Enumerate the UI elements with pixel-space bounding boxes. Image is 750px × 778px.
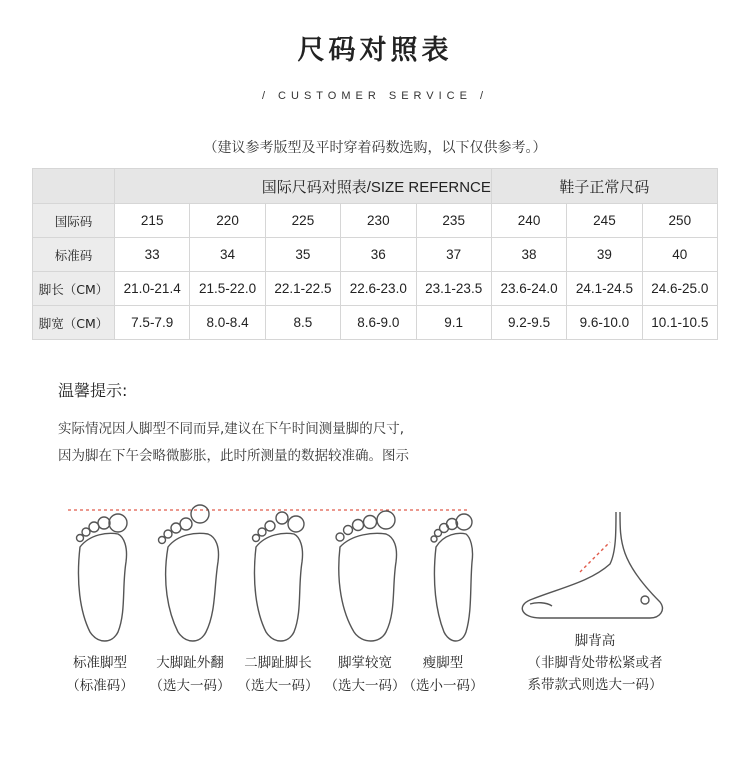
table-row bbox=[33, 272, 718, 306]
foot-type-advice: （标准码） bbox=[66, 678, 134, 694]
table-cell: 22.1-22.5 bbox=[265, 272, 340, 306]
foot-type-label bbox=[55, 652, 145, 698]
table-cell: 215 bbox=[115, 204, 190, 238]
instep-advice-2: 系带款式则选大一码） bbox=[527, 677, 663, 693]
table-cell: 9.6-10.0 bbox=[567, 306, 642, 340]
bunion-foot-icon bbox=[159, 505, 219, 641]
table-cell: 23.6-24.0 bbox=[491, 272, 566, 306]
instep-advice-1: （非脚背处带松紧或者 bbox=[527, 655, 663, 671]
instep-name: 脚背高 bbox=[574, 633, 616, 649]
table-cell: 9.1 bbox=[416, 306, 491, 340]
table-cell: 34 bbox=[190, 238, 265, 272]
table-cell: 250 bbox=[642, 204, 717, 238]
table-cell: 24.6-25.0 bbox=[642, 272, 717, 306]
row-label: 脚长（CM） bbox=[33, 272, 115, 306]
foot-type-advice: （选大一码） bbox=[237, 678, 319, 694]
tips-title: 温馨提示: bbox=[58, 381, 128, 400]
table-cell: 40 bbox=[642, 238, 717, 272]
table-cell: 9.2-9.5 bbox=[491, 306, 566, 340]
foot-type-name: 脚掌较宽 bbox=[338, 655, 392, 671]
foot-type-advice: （选大一码） bbox=[324, 678, 406, 694]
table-row bbox=[33, 238, 718, 272]
foot-type-name: 大脚趾外翻 bbox=[156, 655, 224, 671]
slim-foot-icon bbox=[431, 514, 473, 641]
foot-type-name: 二脚趾脚长 bbox=[244, 655, 312, 671]
table-cell: 235 bbox=[416, 204, 491, 238]
table-cell: 22.6-23.0 bbox=[341, 272, 416, 306]
table-cell: 39 bbox=[567, 238, 642, 272]
foot-type-advice: （选大一码） bbox=[149, 678, 231, 694]
table-cell: 220 bbox=[190, 204, 265, 238]
table-cell: 24.1-24.5 bbox=[567, 272, 642, 306]
foot-type-illustrations bbox=[60, 492, 700, 652]
heading-empty-cell bbox=[33, 169, 115, 204]
wide-foot-icon bbox=[336, 511, 397, 641]
table-row bbox=[33, 204, 718, 238]
table-cell: 7.5-7.9 bbox=[115, 306, 190, 340]
table-heading-row bbox=[33, 169, 718, 204]
size-table bbox=[32, 168, 718, 340]
table-cell: 8.5 bbox=[265, 306, 340, 340]
table-cell: 38 bbox=[491, 238, 566, 272]
foot-type-name: 瘦脚型 bbox=[422, 655, 464, 671]
foot-type-name: 标准脚型 bbox=[73, 655, 127, 671]
table-cell: 10.1-10.5 bbox=[642, 306, 717, 340]
row-label: 脚宽（CM） bbox=[33, 306, 115, 340]
foot-type-label bbox=[320, 652, 410, 698]
table-cell: 21.5-22.0 bbox=[190, 272, 265, 306]
tips-line-2: 因为脚在下午会略微膨胀，此时所测量的数据较准确。图示 bbox=[58, 448, 409, 464]
instep-label bbox=[510, 630, 680, 696]
table-cell: 225 bbox=[265, 204, 340, 238]
table-heading-right: 鞋子正常尺码 bbox=[491, 169, 717, 204]
long-second-toe-foot-icon bbox=[253, 512, 305, 641]
row-label: 国际码 bbox=[33, 204, 115, 238]
foot-type-label bbox=[233, 652, 323, 698]
table-cell: 245 bbox=[567, 204, 642, 238]
table-heading: 国际尺码对照表/SIZE REFERNCE bbox=[115, 169, 492, 204]
instep-foot-icon bbox=[522, 512, 662, 618]
reference-note: （建议参考版型及平时穿着码数选购，以下仅供参考。） bbox=[203, 140, 547, 156]
tips-line-1: 实际情况因人脚型不同而异,建议在下午时间测量脚的尺寸, bbox=[58, 421, 405, 437]
table-cell: 21.0-21.4 bbox=[115, 272, 190, 306]
table-cell: 8.6-9.0 bbox=[341, 306, 416, 340]
table-cell: 35 bbox=[265, 238, 340, 272]
standard-foot-icon bbox=[77, 514, 128, 641]
table-cell: 230 bbox=[341, 204, 416, 238]
table-cell: 23.1-23.5 bbox=[416, 272, 491, 306]
table-cell: 33 bbox=[115, 238, 190, 272]
row-label: 标准码 bbox=[33, 238, 115, 272]
table-cell: 240 bbox=[491, 204, 566, 238]
foot-type-label bbox=[398, 652, 488, 698]
table-row bbox=[33, 306, 718, 340]
table-cell: 8.0-8.4 bbox=[190, 306, 265, 340]
table-cell: 36 bbox=[341, 238, 416, 272]
foot-type-label bbox=[145, 652, 235, 698]
page-title: 尺码对照表 bbox=[297, 35, 453, 66]
page-subtitle: / CUSTOMER SERVICE / bbox=[261, 90, 489, 102]
table-cell: 37 bbox=[416, 238, 491, 272]
foot-type-advice: （选小一码） bbox=[402, 678, 484, 694]
